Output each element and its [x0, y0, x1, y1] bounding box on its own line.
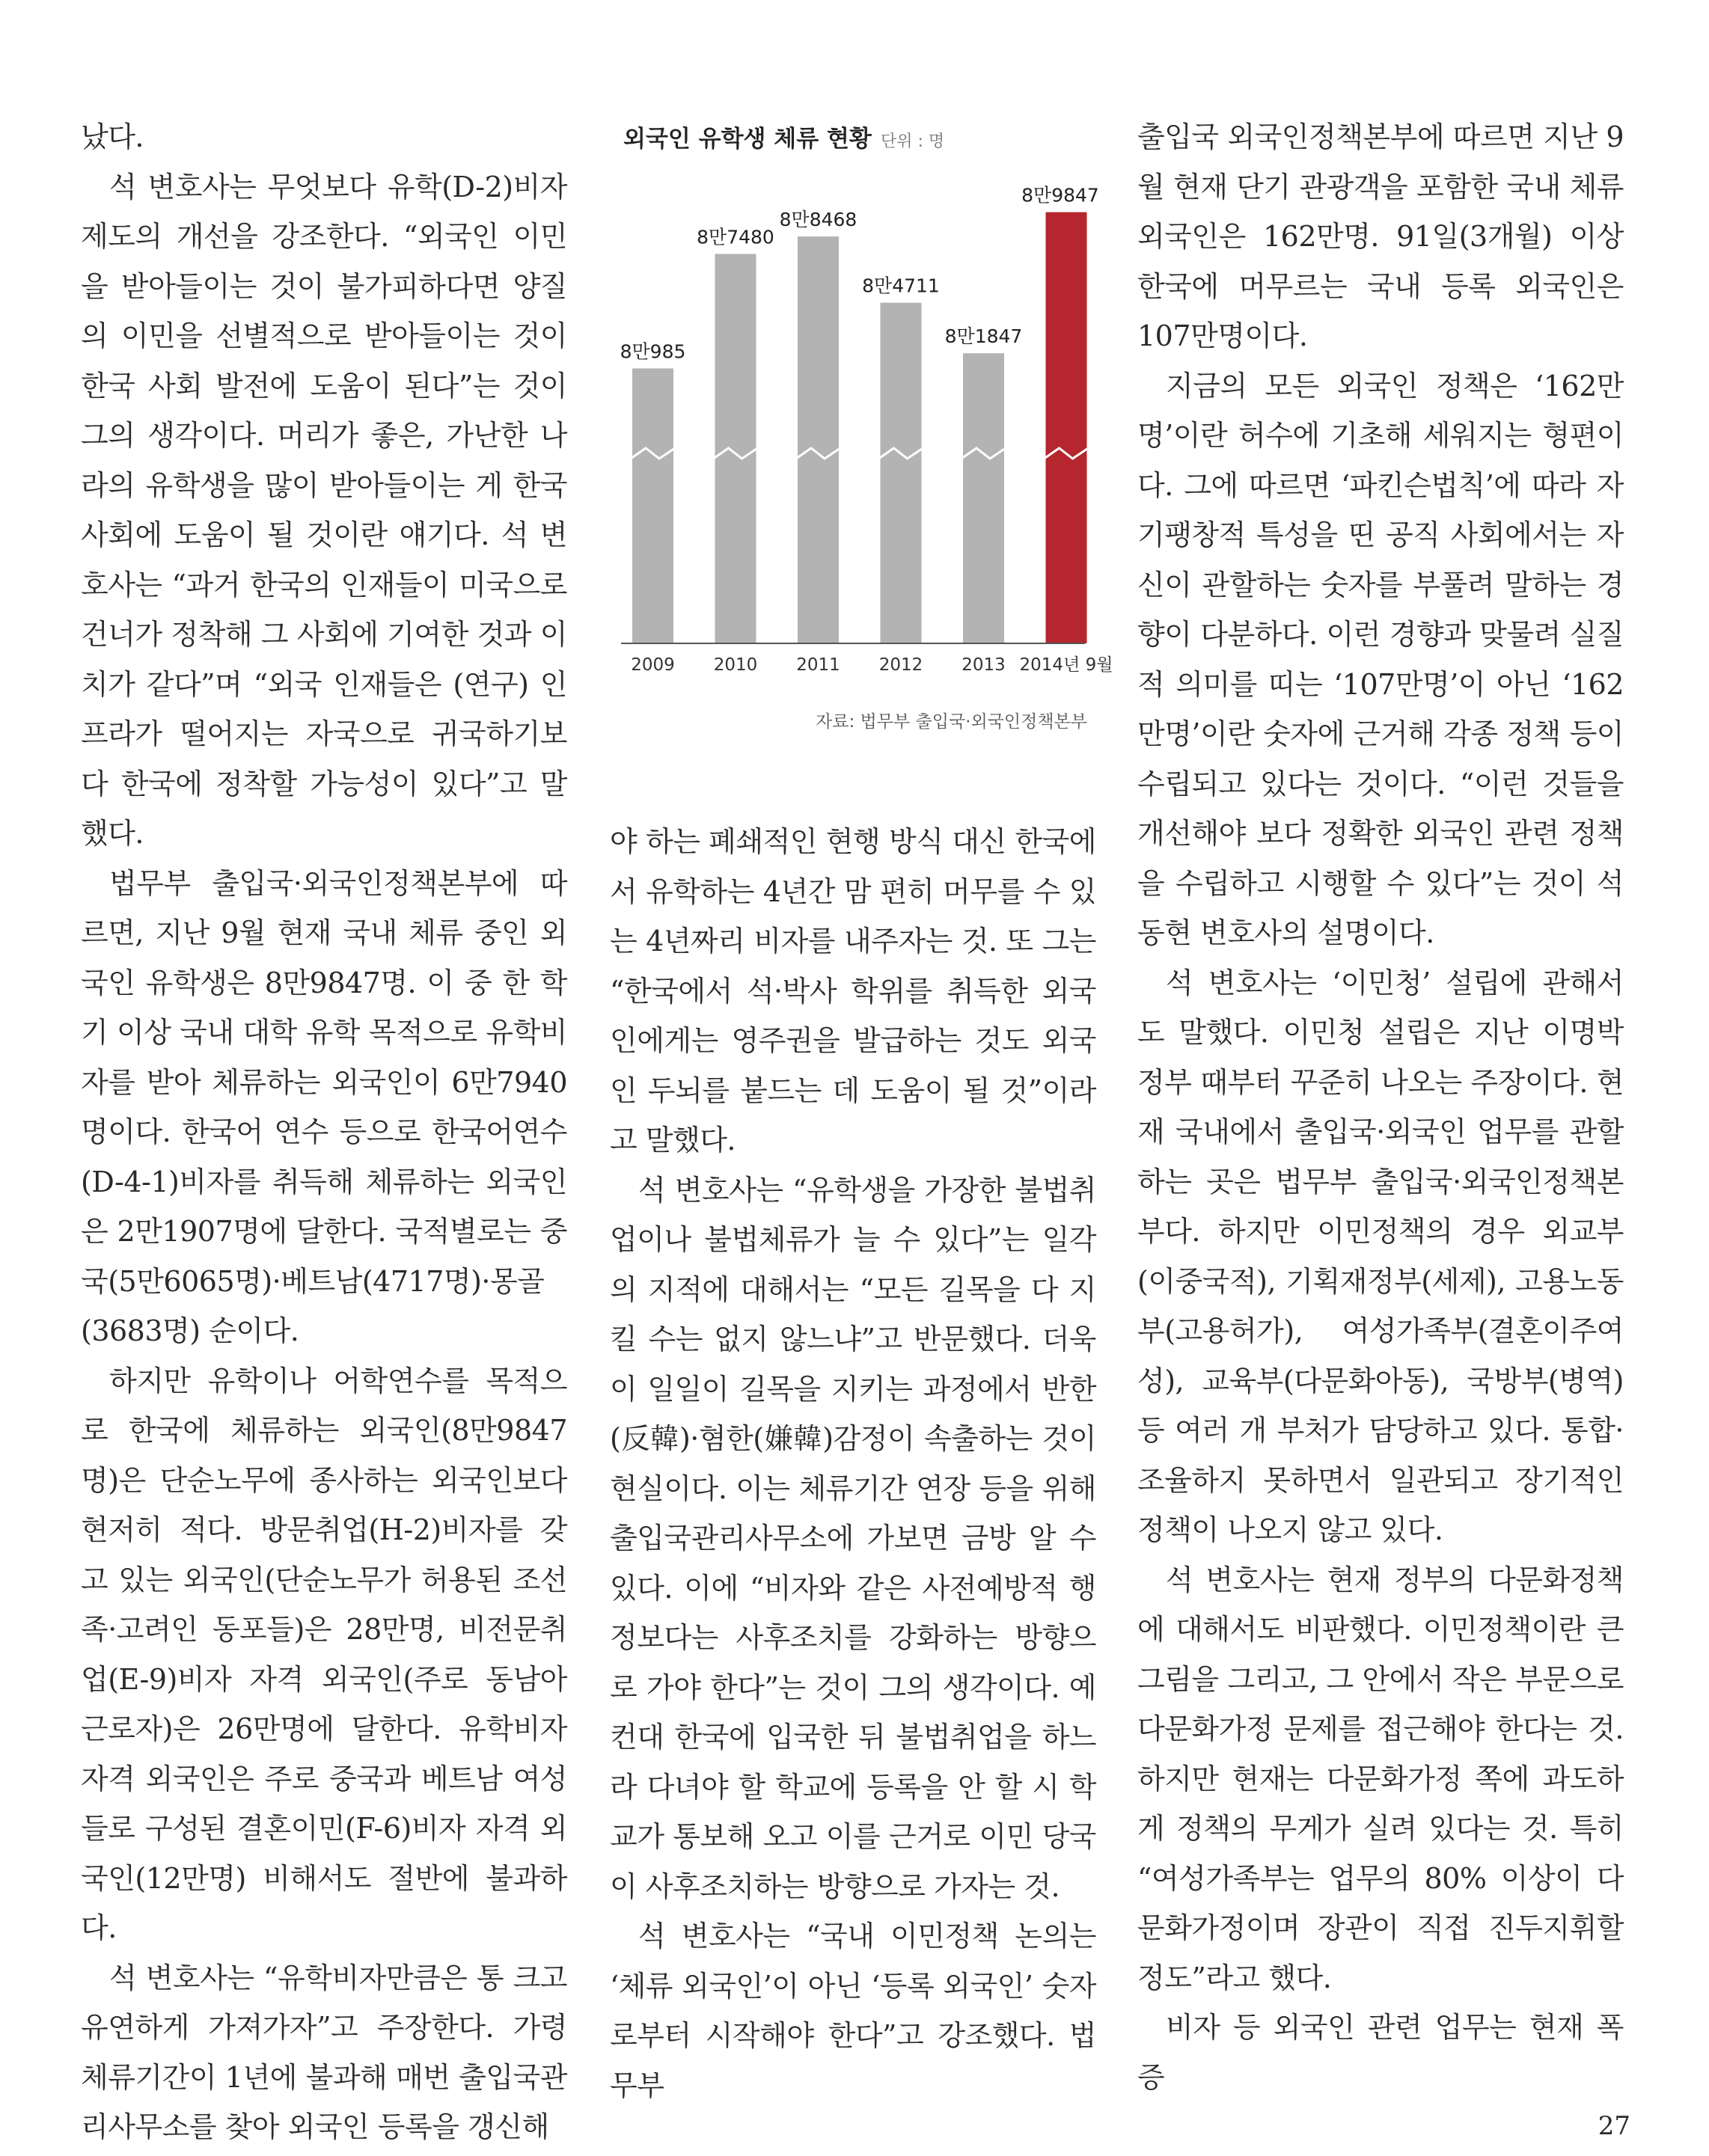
x-tick-label: 2009 — [631, 655, 675, 675]
bar-2011 — [798, 236, 839, 643]
x-tick-label: 2011 — [796, 655, 840, 675]
paragraph: 석 변호사는 “유학비자만큼은 통 크고 유연하게 가져가자”고 주장한다. 가령 체류기간이 1년에 불과해 매번 출입국관리사무소를 찾아 외국인 등록을 갱신해 — [81, 1961, 567, 2143]
bar-value-label: 8만7480 — [697, 226, 774, 248]
paragraph: 석 변호사는 무엇보다 유학(D-2)비자 제도의 개선을 강조한다. “외국인 이민을 받아들이는 것이 불가피하다면 양질의 이민을 선별적으로 받아들이는 것이 한국 사회 발전에 도움이 된다”는 것이 그의 생각이다. 머리가 좋은, 가난한 나라의 유학생을 많이 받아들이는 게 한국 사회에 도움이 될 것이란 얘기다. 석 변호사는 “과거 한국의 인재들이 미국으로 건너가 정착해 그 사회에 기여한 것과 이치가 같다”며 “외국 인재들은 (연구) 인프라가 떨어지는 자국으로 귀국하기보다 한국에 정착할 가능성이 있다”고 말했다. — [81, 170, 567, 850]
paragraph: 석 변호사는 “유학생을 가장한 불법취업이나 불법체류가 늘 수 있다”는 일각의 지적에 대해서는 “모든 길목을 다 지킬 수는 없지 않느냐”고 반문했다. 더욱이 일일이 길목을 지키는 과정에서 반한(反韓)·혐한(嫌韓)감정이 속출하는 것이 현실이다. 이는 체류기간 연장 등을 위해 출입국관리사무소에 가보면 금방 알 수 있다. 이에 “비자와 같은 사전예방적 행정보다는 사후조치를 강화하는 방향으로 가야 한다”는 것이 그의 생각이다. 예컨대 한국에 입국한 뒤 불법취업을 하느라 다녀야 할 학교에 등록을 안 할 시 학교가 통보해 오고 이를 근거로 이민 당국이 사후조치하는 방향으로 가자는 것. — [610, 1173, 1096, 1903]
bar-2010 — [715, 254, 756, 643]
page-number: 27 — [1598, 2111, 1630, 2141]
bar-value-label: 8만985 — [620, 340, 686, 363]
chart-unit: 단위 : 명 — [881, 132, 945, 151]
bar-2012 — [881, 303, 922, 643]
paragraph: 지금의 모든 외국인 정책은 ‘162만명’이란 허수에 기초해 세워지는 형편이다. 그에 따르면 ‘파킨슨법칙’에 따라 자기팽창적 특성을 띤 공직 사회에서는 자신이 관할하는 숫자를 부풀려 말하는 경향이 다분하다. 이런 경향과 맞물려 실질적 의미를 띠는 ‘107만명’이 아닌 ‘162만명’이란 숫자에 근거해 각종 정책 등이 수립되고 있다는 것이다. “이런 것들을 개선해야 보다 정확한 외국인 관련 정책을 수립하고 시행할 수 있다”는 것이 석동현 변호사의 설명이다. — [1137, 369, 1624, 949]
text-column-2 — [610, 817, 1096, 2110]
bar-value-label: 8만9847 — [1021, 184, 1099, 206]
bar-value-label: 8만4711 — [862, 275, 940, 297]
x-tick-label: 2013 — [961, 655, 1006, 675]
chart-title: 외국인 유학생 체류 현황 — [623, 126, 872, 153]
paragraph: 출입국 외국인정책본부에 따르면 지난 9월 현재 단기 관광객을 포함한 국내 체류 외국인은 162만명. 91일(3개월) 이상 한국에 머무르는 국내 등록 외국인은 107만명이다. — [1137, 120, 1624, 352]
paragraph: 석 변호사는 현재 정부의 다문화정책에 대해서도 비판했다. 이민정책이란 큰 그림을 그리고, 그 안에서 작은 부문으로 다문화가정 문제를 접근해야 한다는 것. 하지만 현재는 다문화가정 쪽에 과도하게 정책의 무게가 실려 있다는 것. 특히 “여성가족부는 업무의 80% 이상이 다문화가정이며 장관이 직접 진두지휘할 정도”라고 했다. — [1137, 1563, 1624, 1994]
chart — [610, 120, 1113, 741]
bar-2014년 9월 — [1046, 212, 1087, 643]
bar-value-label: 8만8468 — [779, 209, 857, 231]
bar-chart — [610, 120, 1113, 741]
text-column-1 — [81, 112, 567, 2152]
chart-source: 자료: 법무부 출입국·외국인정책본부 — [816, 712, 1087, 732]
x-tick-label: 2014년 9월 — [1019, 655, 1113, 675]
paragraph: 비자 등 외국인 관련 업무는 현재 폭증 — [1137, 2011, 1624, 2094]
paragraph: 법무부 출입국·외국인정책본부에 따르면, 지난 9월 현재 국내 체류 중인 외국인 유학생은 8만9847명. 이 중 한 학기 이상 국내 대학 유학 목적으로 유학비자를 받아 체류하는 외국인이 6만7940명이다. 한국어 연수 등으로 한국어연수(D-4-1)비자를 취득해 체류하는 외국인은 2만1907명에 달한다. 국적별로는 중국(5만6065명)·베트남(4717명)·몽골(3683명) 순이다. — [81, 866, 567, 1347]
paragraph: 하지만 유학이나 어학연수를 목적으로 한국에 체류하는 외국인(8만9847명)은 단순노무에 종사하는 외국인보다 현저히 적다. 방문취업(H-2)비자를 갖고 있는 외국인(단순노무가 허용된 조선족·고려인 동포들)은 28만명, 비전문취업(E-9)비자 자격 외국인(주로 동남아 근로자)은 26만명에 달한다. 유학비자 자격 외국인은 주로 중국과 베트남 여성들로 구성된 결혼이민(F-6)비자 자격 외국인(12만명) 비해서도 절반에 불과하다. — [81, 1364, 567, 1944]
paragraph: 석 변호사는 ‘이민청’ 설립에 관해서도 말했다. 이민청 설립은 지난 이명박 정부 때부터 꾸준히 나오는 주장이다. 현재 국내에서 출입국·외국인 업무를 관할하는 곳은 법무부 출입국·외국인정책본부다. 하지만 이민정책의 경우 외교부(이중국적), 기획재정부(세제), 고용노동부(고용허가), 여성가족부(결혼이주여성), 교육부(다문화아동), 국방부(병역) 등 여러 개 부처가 담당하고 있다. 통합·조율하지 못하면서 일관되고 장기적인 정책이 나오지 않고 있다. — [1137, 966, 1624, 1546]
x-tick-label: 2012 — [878, 655, 923, 675]
bar-2013 — [963, 353, 1004, 643]
paragraph: 야 하는 폐쇄적인 현행 방식 대신 한국에서 유학하는 4년간 맘 편히 머무를 수 있는 4년짜리 비자를 내주자는 것. 또 그는 “한국에서 석·박사 학위를 취득한 외국인에게는 영주권을 발급하는 것도 외국인 두뇌를 붙드는 데 도움이 될 것”이라고 말했다. — [610, 825, 1096, 1157]
x-tick-label: 2010 — [713, 655, 758, 675]
paragraph: 석 변호사는 “국내 이민정책 논의는 ‘체류 외국인’이 아닌 ‘등록 외국인’ 숫자로부터 시작해야 한다”고 강조했다. 법무부 — [610, 1920, 1096, 2102]
text-column-3 — [1137, 112, 1624, 2102]
bar-value-label: 8만1847 — [944, 325, 1023, 348]
bar-2009 — [632, 368, 673, 643]
paragraph: 났다. — [81, 120, 144, 153]
